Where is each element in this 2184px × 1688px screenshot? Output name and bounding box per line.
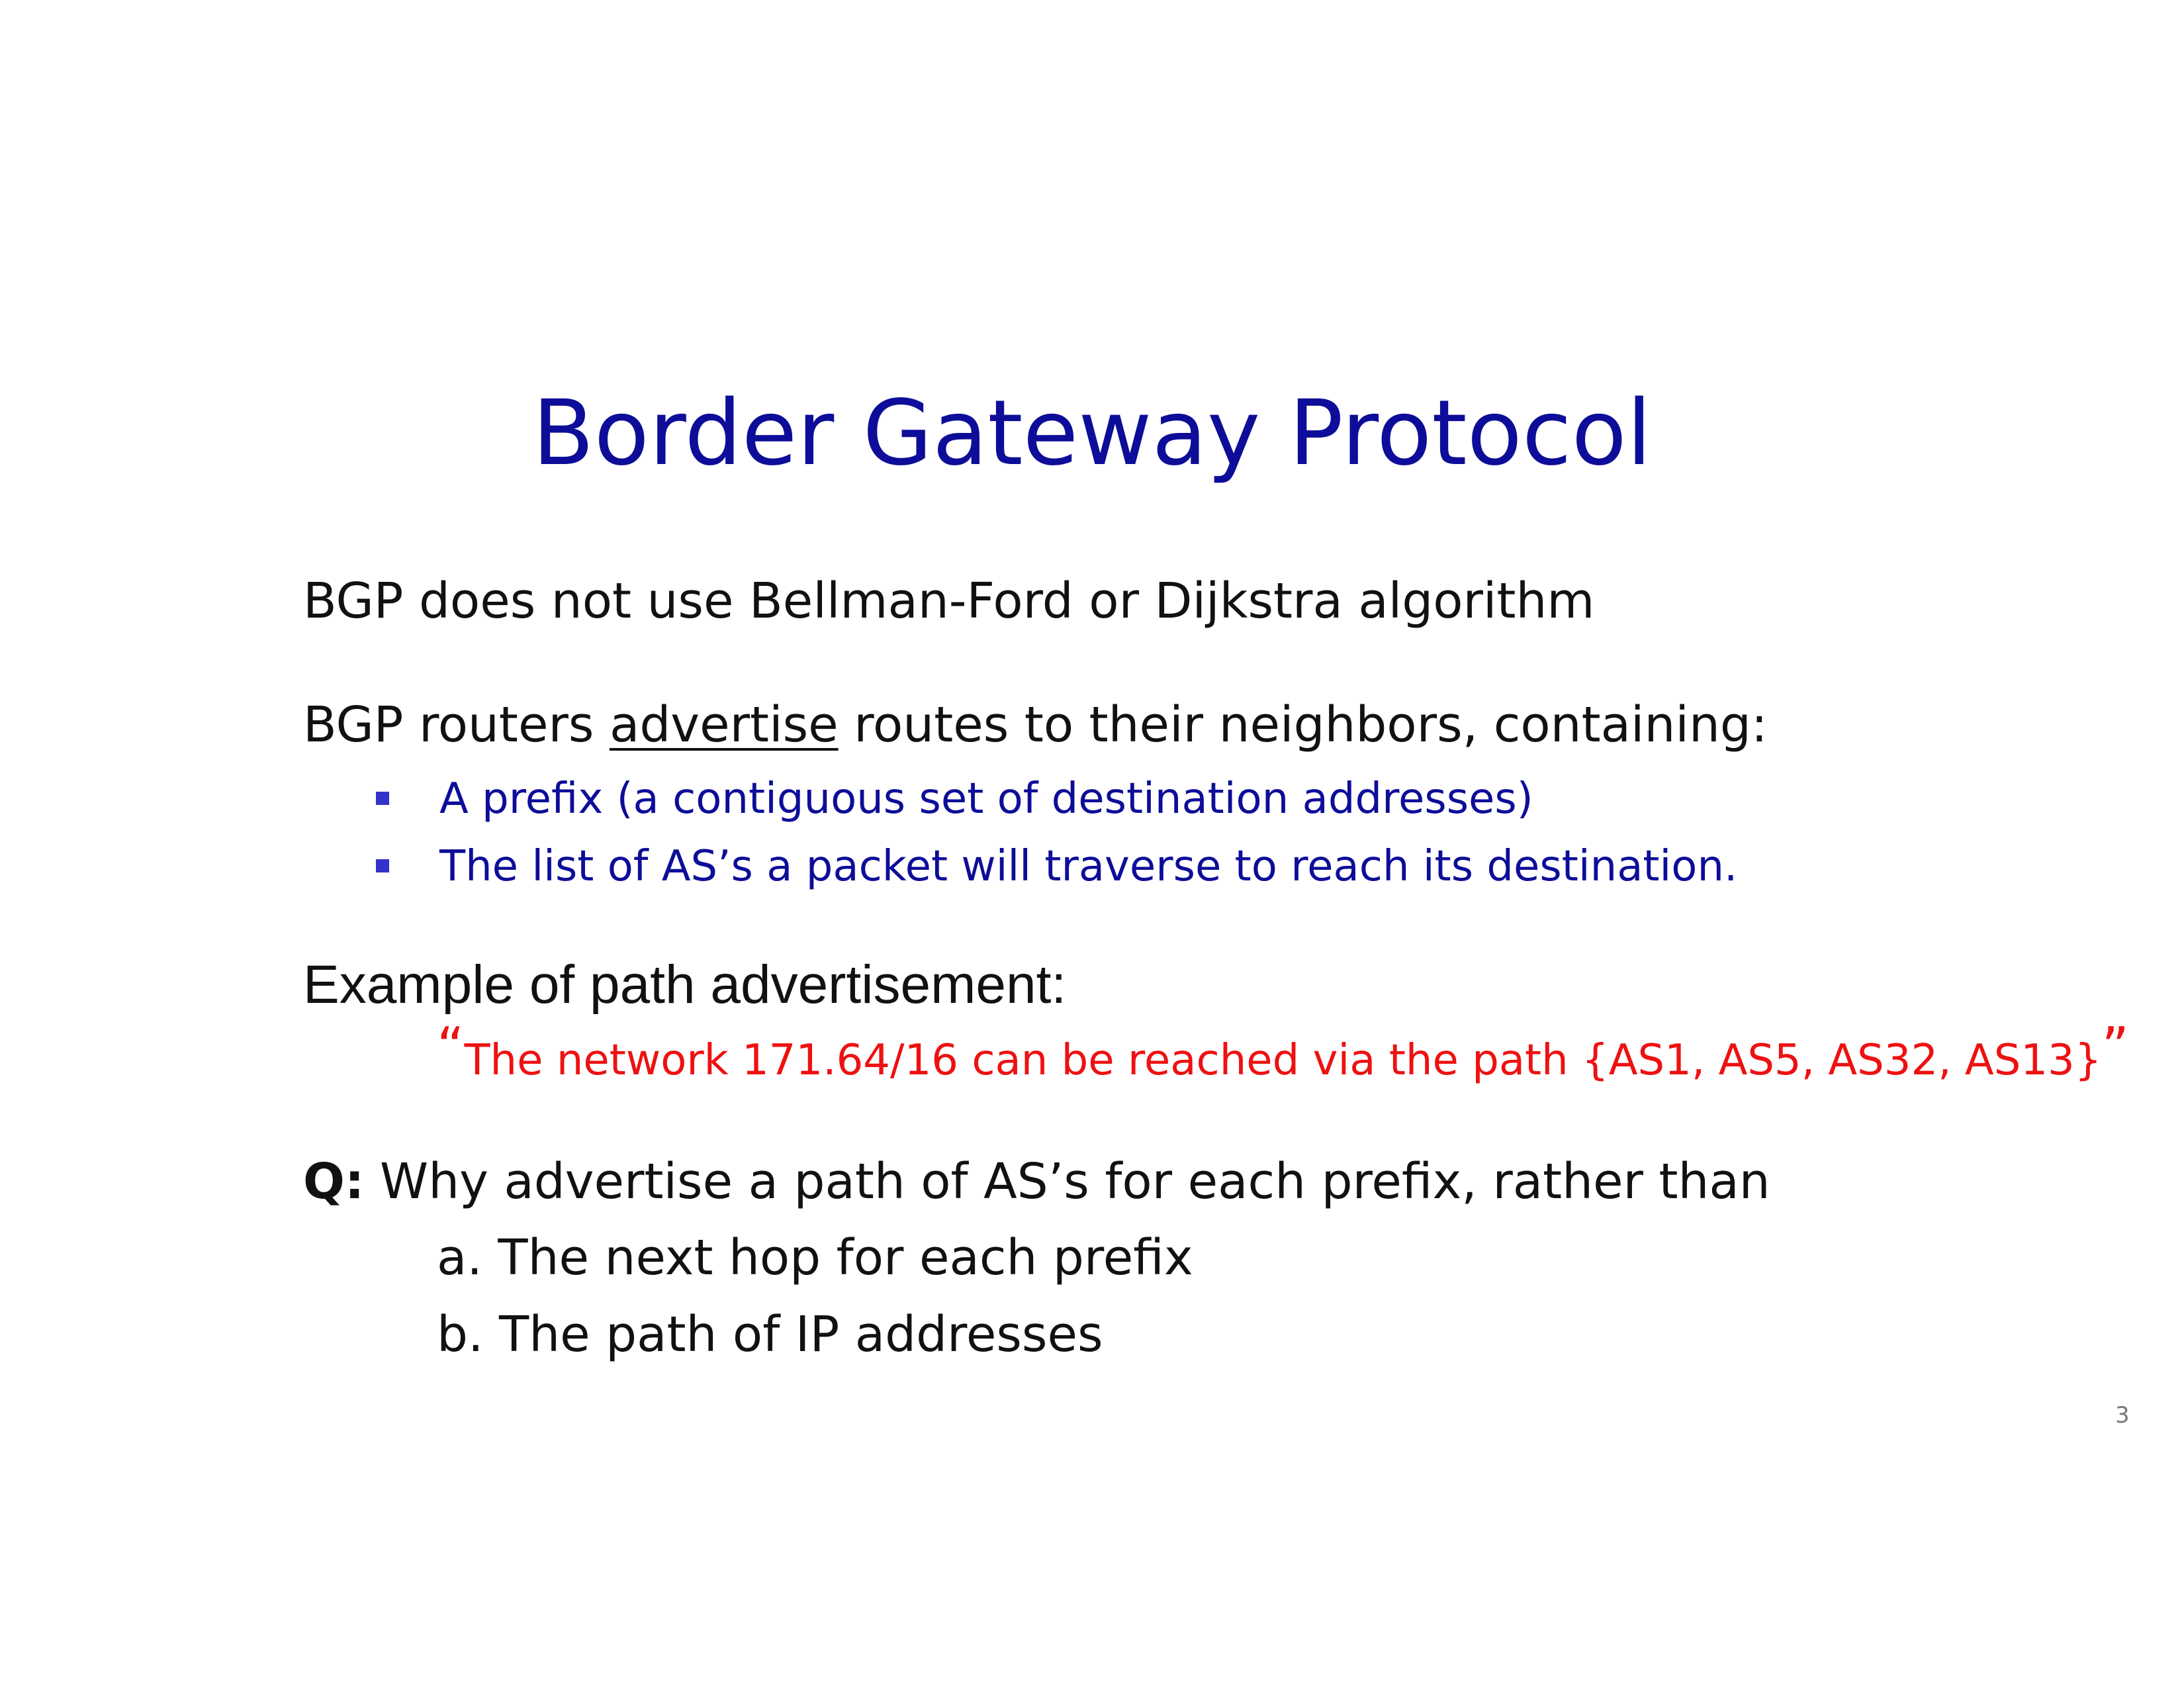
- example-quote: [437, 1016, 2129, 1092]
- statement-advertise-routes: [303, 692, 1768, 758]
- bullet-text: A prefix (a contiguous set of destination addresses): [439, 774, 1533, 823]
- example-quote-text: The network 171.64/16 can be reached via the path {AS1, AS5, AS32, AS13}: [464, 1036, 2102, 1085]
- statement-advertise-prefix: BGP routers: [303, 696, 610, 753]
- question-text: Why advertise a path of AS’s for each prefix, rather than: [364, 1153, 1770, 1210]
- open-quote-mark: “: [437, 1016, 465, 1078]
- statement-no-bellman-ford: BGP does not use Bellman-Ford or Dijkstra algorithm: [303, 573, 1595, 630]
- slide-title: Border Gateway Protocol: [532, 381, 1652, 486]
- statement-advertise-suffix: routes to their neighbors, containing:: [838, 696, 1768, 753]
- example-label: Example of path advertisement:: [303, 955, 1067, 1015]
- square-bullet-icon: [376, 859, 389, 872]
- bullet-item-prefix: [439, 769, 1533, 829]
- advertise-underlined-word: advertise: [609, 696, 839, 753]
- question: [303, 1149, 1770, 1215]
- close-quote-mark: ”: [2101, 1016, 2129, 1078]
- square-bullet-icon: [376, 792, 389, 805]
- bullet-text: The list of AS’s a packet will traverse to reach its destination.: [439, 842, 1738, 891]
- question-option-b: b. The path of IP addresses: [437, 1306, 1103, 1363]
- question-option-a: a. The next hop for each prefix: [437, 1229, 1193, 1286]
- bullet-item-as-list: [439, 837, 1737, 896]
- question-label: Q:: [303, 1153, 365, 1210]
- page-number: 3: [2115, 1402, 2130, 1429]
